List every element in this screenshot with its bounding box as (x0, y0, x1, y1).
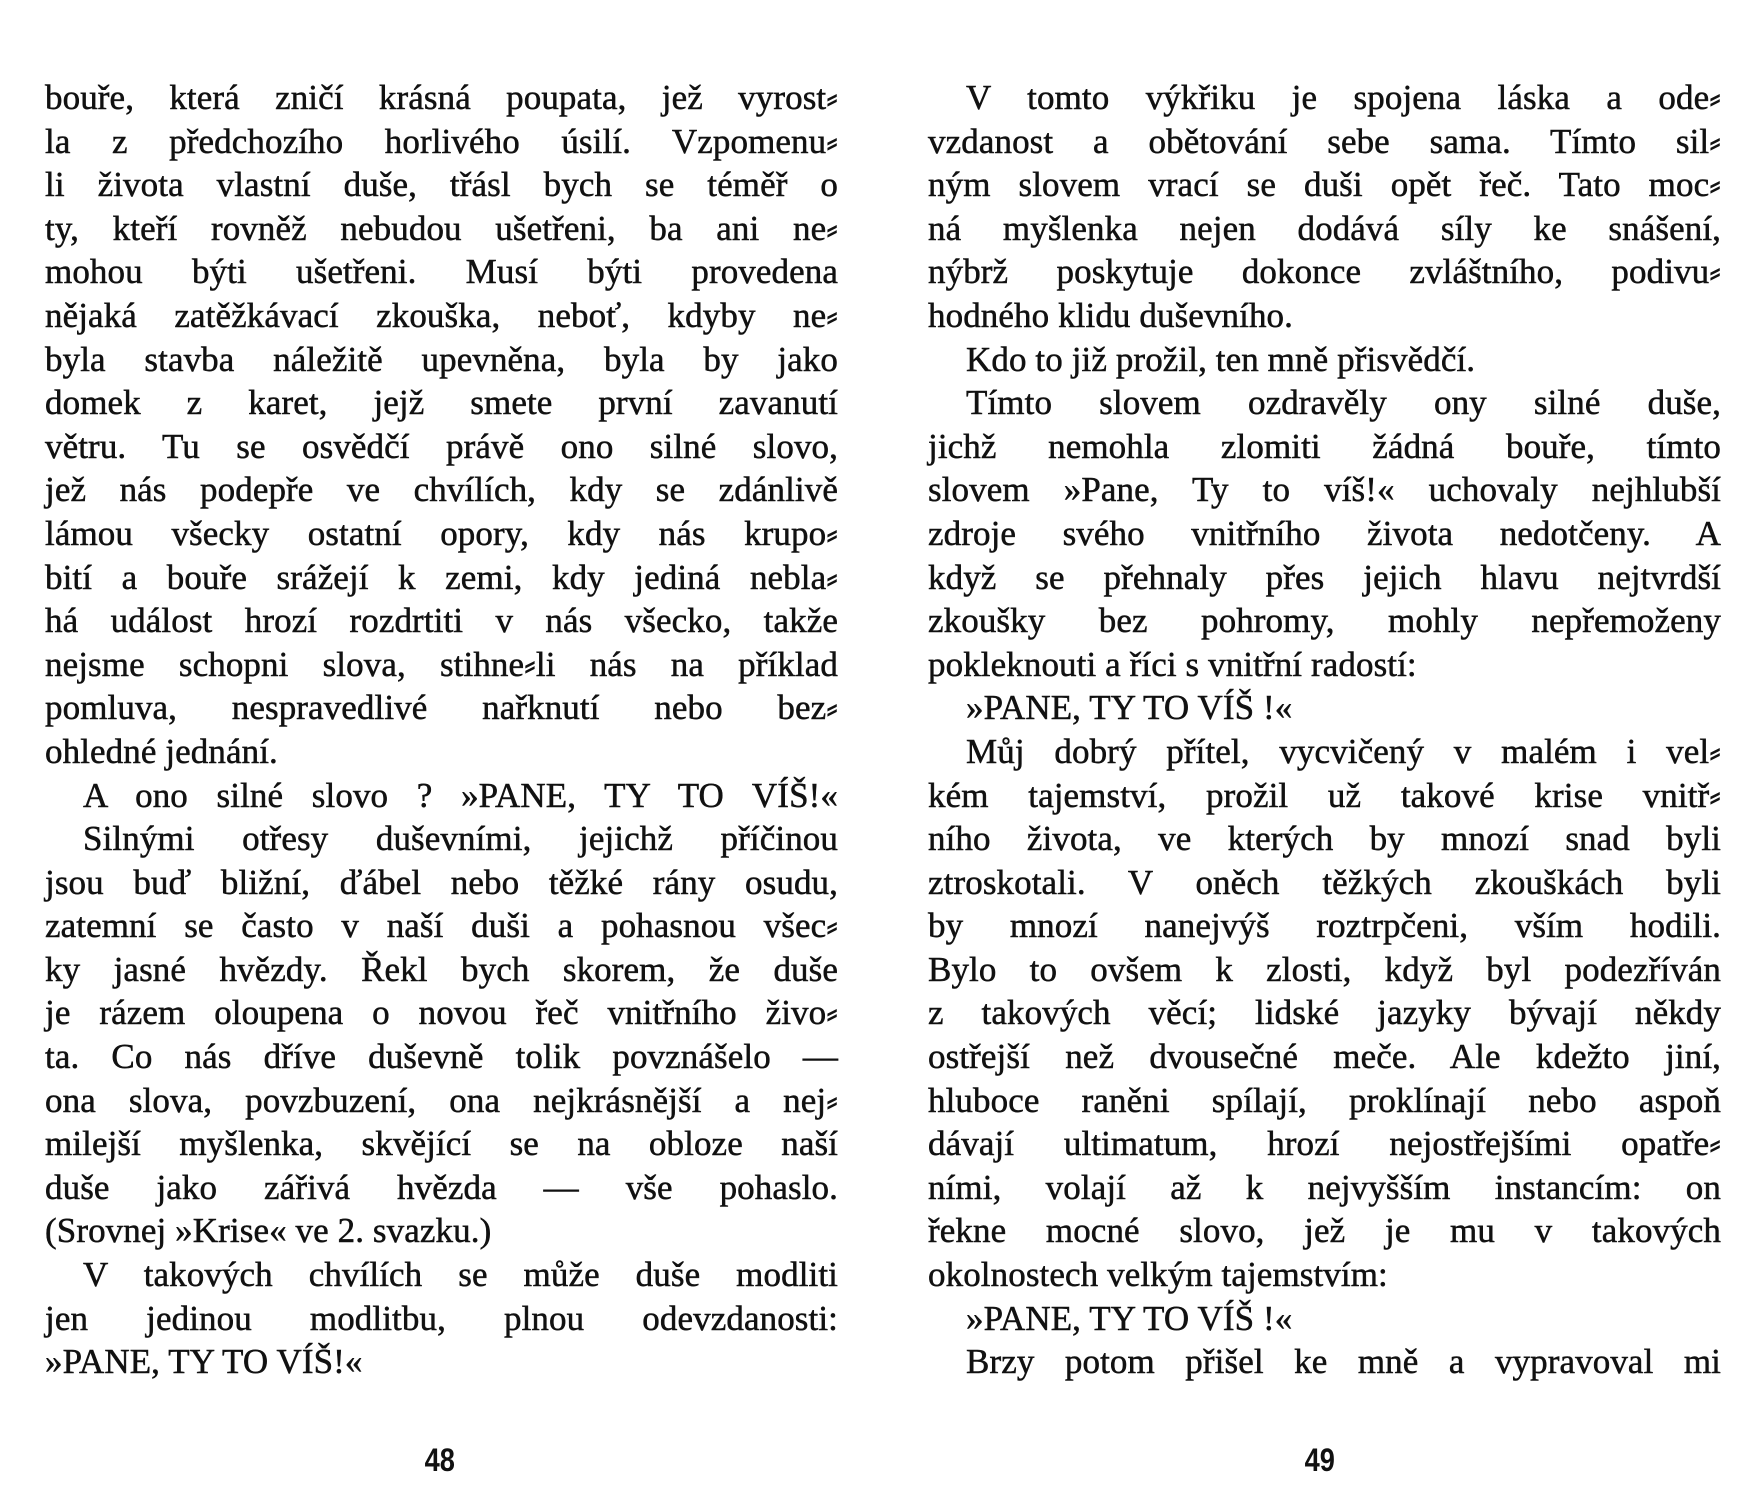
text-line: když se přehnaly přes jejich hlavu nejtvrdší (928, 557, 1721, 597)
text-line: la z předchozího horlivého úsilí. Vzpomenu⸗ (45, 121, 838, 161)
text-line: nejsme schopni slova, stihne⸗li nás na příklad (45, 644, 838, 684)
text-line: Kdo to již prožil, ten mně přisvědčí. (966, 339, 1476, 379)
text-line: domek z karet, jejž smete první zavanutí (45, 383, 838, 423)
left-page-number: 48 (424, 1442, 455, 1478)
text-line: »PANE, TY TO VÍŠ !« (966, 1298, 1293, 1338)
left-page-text (45, 76, 838, 1384)
text-line: Můj dobrý přítel, vycvičený v malém i vel⸗ (966, 731, 1721, 771)
text-line: jen jedinou modlitbu, plnou odevzdanosti: (45, 1298, 838, 1338)
text-line: slovem »Pane, Ty to víš!« uchovaly nejhlubší (928, 470, 1721, 510)
text-line: by mnozí nanejvýš roztrpčeni, vším hodili. (928, 906, 1721, 946)
text-line: dávají ultimatum, hrozí nejostřejšími opatře⸗ (928, 1124, 1721, 1164)
text-line: lámou všecky ostatní opory, kdy nás krupo⸗ (45, 513, 838, 553)
text-line: bouře, která zničí krásná poupata, jež vyrost⸗ (45, 78, 838, 117)
text-line: li života vlastní duše, třásl bych se téměř o (45, 165, 838, 205)
text-line: kém tajemství, prožil už takové krise vnitř⸗ (928, 775, 1721, 815)
text-line: nýbrž poskytuje dokonce zvláštního, podivu⸗ (928, 252, 1721, 292)
text-line: ona slova, povzbuzení, ona nejkrásnější a nej⸗ (45, 1080, 838, 1120)
text-line: ná myšlenka nejen dodává síly ke snášení, (928, 208, 1721, 248)
text-line: hluboce raněni spílají, proklínají nebo aspoň (928, 1080, 1721, 1120)
right-page-number: 49 (1304, 1442, 1335, 1478)
text-line: jichž nemohla zlomiti žádná bouře, tímto (928, 426, 1721, 466)
text-line: nějaká zatěžkávací zkouška, neboť, kdyby ne⸗ (45, 295, 838, 335)
text-line: ohledné jednání. (45, 731, 278, 771)
text-line: je rázem oloupena o novou řeč vnitřního živo⸗ (45, 993, 838, 1033)
text-line: okolnostech velkým tajemstvím: (928, 1255, 1388, 1295)
text-line: ty, kteří rovněž nebudou ušetřeni, ba ani ne⸗ (45, 208, 838, 248)
text-line: Brzy potom přišel ke mně a vypravoval mi (966, 1342, 1721, 1382)
text-line: větru. Tu se osvědčí právě ono silné slovo, (45, 426, 838, 466)
text-line: ostřejší než dvousečné meče. Ale kdežto jiní, (928, 1037, 1721, 1077)
text-line: Bylo to ovšem k zlosti, když byl podezříván (928, 949, 1721, 989)
text-line: mohou býti ušetřeni. Musí býti provedena (45, 252, 838, 292)
text-line: řekne mocné slovo, jež je mu v takových (928, 1211, 1721, 1251)
text-line: hodného klidu duševního. (928, 295, 1294, 335)
text-line: ními, volají až k nejvyšším instancím: on (928, 1167, 1721, 1207)
text-line: z takových věcí; lidské jazyky bývají někdy (928, 993, 1721, 1033)
text-line: ky jasné hvězdy. Řekl bych skorem, že duše (45, 949, 838, 989)
text-line: »PANE, TY TO VÍŠ !« (966, 688, 1293, 728)
text-line: byla stavba náležitě upevněna, byla by jako (45, 339, 838, 379)
right-page-text (928, 76, 1721, 1384)
text-line: zkoušky bez pohromy, mohly nepřemoženy (928, 601, 1721, 641)
text-line: A ono silné slovo ? »PANE, TY TO VÍŠ!« (83, 775, 838, 815)
text-line: pokleknouti a říci s vnitřní radostí: (928, 644, 1417, 684)
text-line: ztroskotali. V oněch těžkých zkouškách byli (928, 862, 1721, 902)
text-line: zdroje svého vnitřního života nedotčeny. A (928, 513, 1721, 553)
text-line: »PANE, TY TO VÍŠ!« (45, 1342, 363, 1382)
text-line: ního života, ve kterých by mnozí snad byli (928, 819, 1721, 859)
text-line: V takových chvílích se může duše modliti (83, 1255, 838, 1295)
text-line: (Srovnej »Krise« ve 2. svazku.) (45, 1211, 492, 1251)
text-line: há událost hrozí rozdrtiti v nás všecko, takže (45, 601, 838, 641)
text-line: pomluva, nespravedlivé nařknutí nebo bez⸗ (45, 688, 838, 728)
text-line: duše jako zářivá hvězda — vše pohaslo. (45, 1167, 838, 1207)
text-line: jež nás podepře ve chvílích, kdy se zdánlivě (45, 470, 838, 510)
text-line: Tímto slovem ozdravěly ony silné duše, (966, 383, 1721, 423)
text-line: ta. Co nás dříve duševně tolik povznášelo — (45, 1037, 838, 1077)
text-line: jsou buď bližní, ďábel nebo těžké rány osudu, (45, 862, 838, 902)
text-line: bití a bouře srážejí k zemi, kdy jediná nebla⸗ (45, 557, 838, 597)
text-line: milejší myšlenka, skvějící se na obloze naší (45, 1124, 838, 1164)
text-line: zatemní se často v naší duši a pohasnou všec⸗ (45, 906, 838, 946)
text-line: vzdanost a obětování sebe sama. Tímto sil⸗ (928, 121, 1721, 161)
text-line: ným slovem vrací se duši opět řeč. Tato moc⸗ (928, 165, 1721, 205)
text-line: V tomto výkřiku je spojena láska a ode⸗ (966, 78, 1721, 117)
text-line: Silnými otřesy duševními, jejichž příčinou (83, 819, 838, 859)
